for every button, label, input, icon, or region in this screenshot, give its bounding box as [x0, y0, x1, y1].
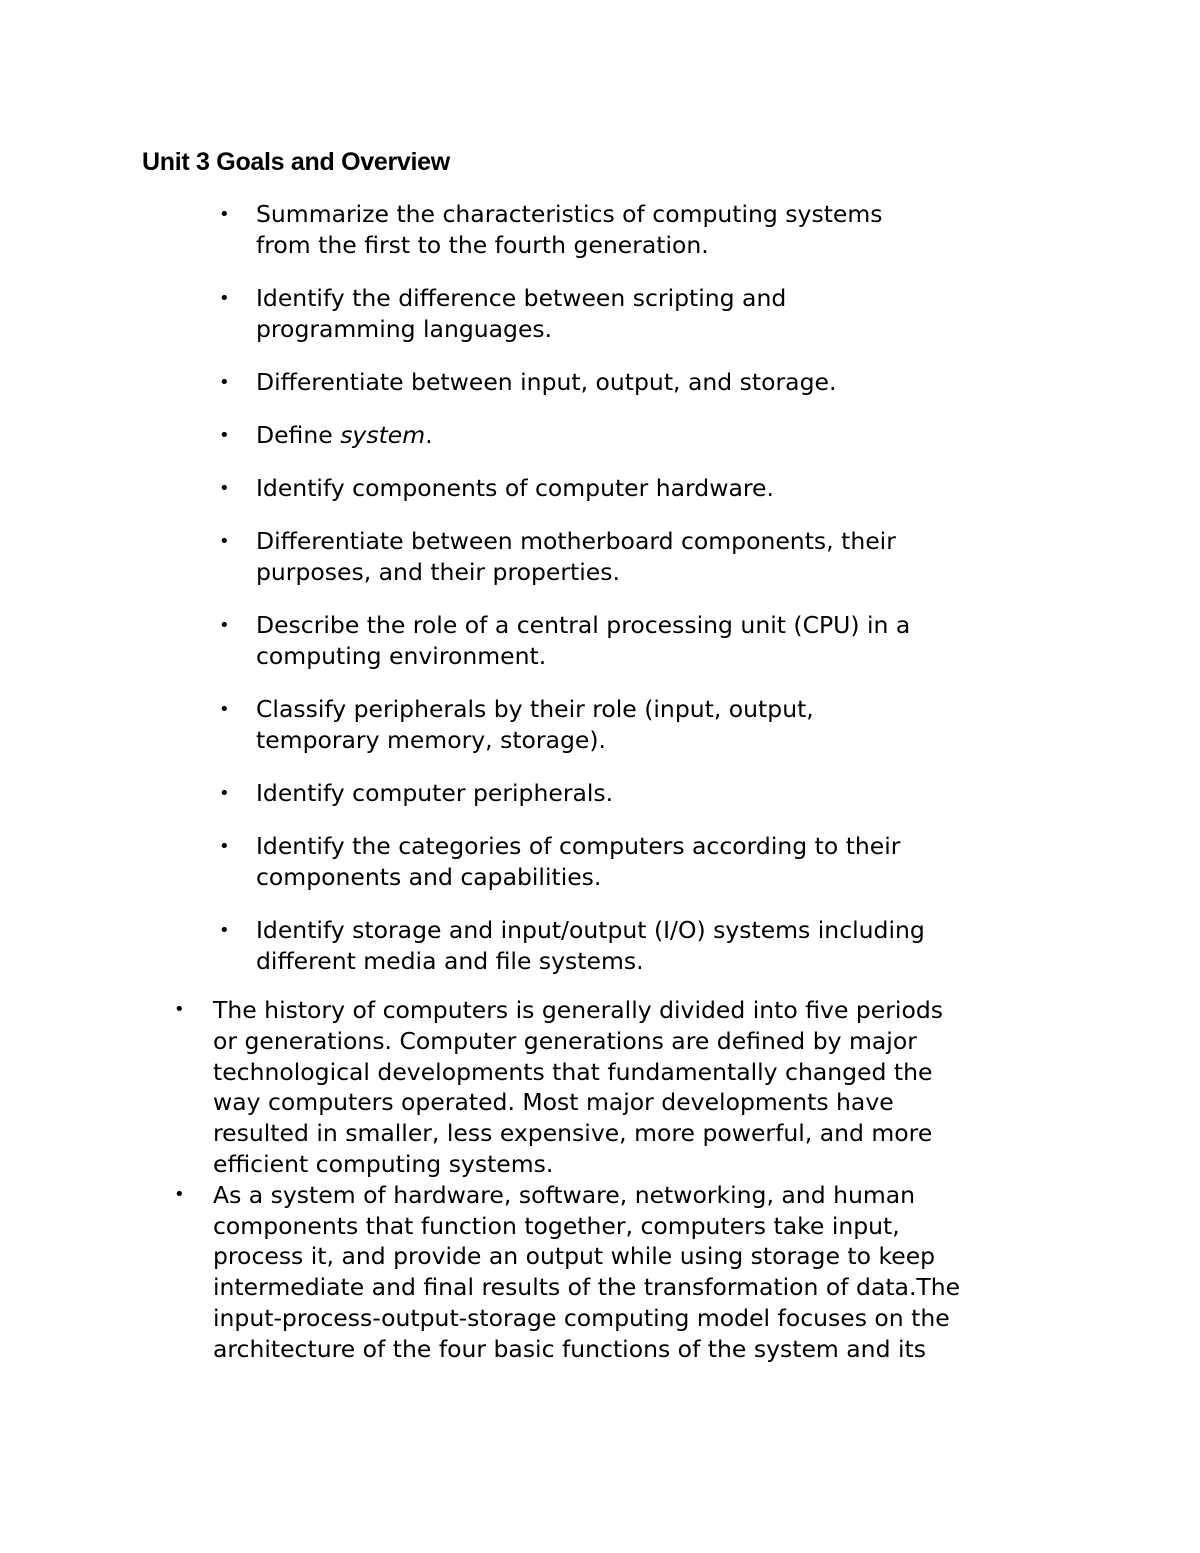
paragraph-line: The history of computers is generally divided into five periods [213, 996, 943, 1024]
list-item-text: Identify computer peripherals. [256, 779, 614, 807]
list-item-text: Summarize the characteristics of computing systems [256, 200, 883, 228]
define-prefix: Define [256, 421, 341, 449]
list-item [219, 420, 1076, 451]
list-item [219, 915, 1076, 977]
bullet-icon: • [219, 372, 230, 393]
paragraph-line: process it, and provide an output while using storage to keep [213, 1242, 936, 1271]
bullet-icon: • [174, 1183, 185, 1205]
list-item [219, 526, 1076, 588]
list-item-text: different media and file systems. [256, 947, 644, 975]
list-item-text: Describe the role of a central processing unit (CPU) in a [256, 611, 911, 639]
goals-list [219, 199, 1076, 999]
list-item [219, 367, 1076, 398]
bullet-icon: • [174, 999, 185, 1020]
paragraph-line: way computers operated. Most major developments have [213, 1088, 894, 1117]
bullet-icon: • [219, 615, 230, 636]
list-item-text: from the first to the fourth generation. [256, 231, 709, 259]
list-item-text: temporary memory, storage). [256, 726, 606, 754]
list-item [219, 831, 1076, 893]
paragraph-line: technological developments that fundamentally changed the [213, 1057, 933, 1086]
paragraph-line: architecture of the four basic functions of the system and its [213, 1334, 926, 1363]
bullet-icon: • [219, 783, 230, 804]
list-item-text [256, 420, 1076, 451]
bullet-icon: • [219, 920, 230, 941]
list-item-text: Classify peripherals by their role (input, output, [256, 695, 814, 723]
paragraph-line: or generations. Computer generations are defined by major [213, 1026, 917, 1055]
list-item-text: components and capabilities. [256, 863, 602, 891]
bullet-icon: • [219, 531, 230, 552]
list-item [219, 694, 1076, 756]
list-item-text: computing environment. [256, 642, 547, 670]
list-item-text: Differentiate between input, output, and storage. [256, 368, 837, 396]
page-title: Unit 3 Goals and Overview [142, 148, 450, 176]
define-suffix: . [425, 421, 433, 449]
paragraph-line: input-process-output-storage computing model focuses on the [213, 1303, 950, 1332]
list-item-text: Identify components of computer hardware. [256, 474, 774, 502]
paragraph-line: resulted in smaller, less expensive, more powerful, and more [213, 1119, 933, 1148]
bullet-icon: • [219, 836, 230, 857]
bullet-icon: • [219, 288, 230, 309]
list-item-text: Identify storage and input/output (I/O) systems including [256, 916, 925, 944]
bullet-icon: • [219, 699, 230, 720]
list-item [219, 283, 1076, 345]
list-item [219, 610, 1076, 672]
bullet-icon: • [219, 204, 230, 225]
list-item [174, 1180, 1113, 1365]
paragraph-line: components that function together, computers take input, [213, 1211, 900, 1240]
bullet-icon: • [219, 425, 230, 446]
paragraph-line: intermediate and final results of the transformation of data.The [213, 1273, 961, 1302]
list-item [174, 995, 1113, 1180]
paragraph-line: efficient computing systems. [213, 1149, 554, 1178]
list-item [219, 199, 1076, 261]
paragraph-line: As a system of hardware, software, networking, and human [213, 1180, 916, 1209]
list-item-text: Identify the categories of computers according to their [256, 832, 901, 860]
list-item [219, 473, 1076, 504]
emphasized-term: system [340, 421, 426, 449]
overview-list [174, 995, 1113, 1365]
list-item [219, 778, 1076, 809]
list-item-text: Differentiate between motherboard components, their [256, 527, 896, 555]
list-item-text: purposes, and their properties. [256, 558, 620, 586]
list-item-text: programming languages. [256, 315, 553, 343]
list-item-text: Identify the difference between scripting and [256, 284, 787, 312]
bullet-icon: • [219, 478, 230, 499]
